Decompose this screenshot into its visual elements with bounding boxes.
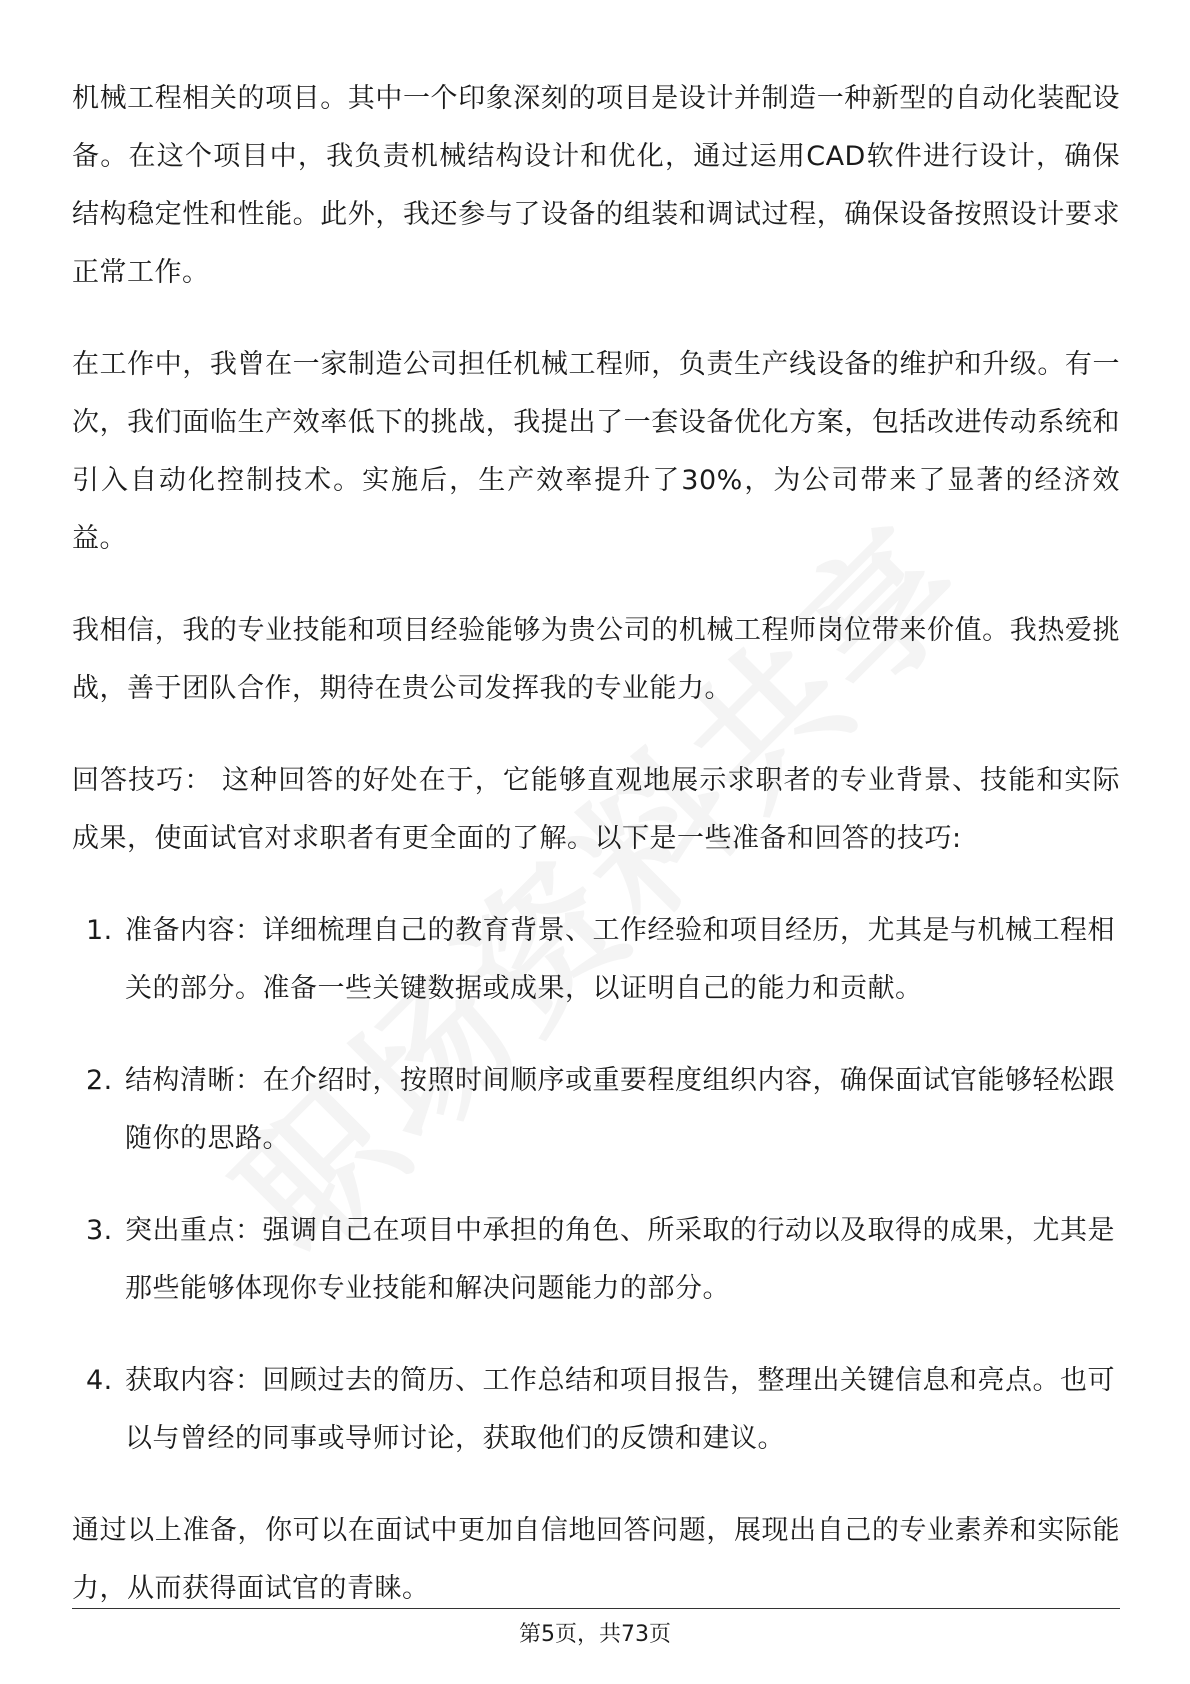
paragraph-closing-statement: 我相信，我的专业技能和项目经验能够为贵公司的机械工程师岗位带来价值。我热爱挑战，善于团队合作，期待在贵公司发挥我的专业能力。 xyxy=(72,615,1120,704)
list-item-text: 获取内容：回顾过去的简历、工作总结和项目报告，整理出关键信息和亮点。也可以与曾经的同事或导师讨论，获取他们的反馈和建议。 xyxy=(125,1365,1115,1454)
list-item-number: 4. xyxy=(86,1365,113,1396)
paragraph-conclusion: 通过以上准备，你可以在面试中更加自信地回答问题，展现出自己的专业素养和实际能力，从而获得面试官的青睐。 xyxy=(72,1515,1120,1604)
tips-list xyxy=(72,902,1120,1468)
list-item-text: 突出重点：强调自己在项目中承担的角色、所采取的行动以及取得的成果，尤其是那些能够体现你专业技能和解决问题能力的部分。 xyxy=(125,1215,1115,1304)
paragraph-project-experience: 机械工程相关的项目。其中一个印象深刻的项目是设计并制造一种新型的自动化装配设备。在这个项目中，我负责机械结构设计和优化，通过运用CAD软件进行设计，确保结构稳定性和性能。此外，我还参与了设备的组装和调试过程，确保设备按照设计要求正常工作。 xyxy=(72,83,1120,288)
list-item xyxy=(72,902,1120,1018)
list-item-number: 1. xyxy=(86,915,113,946)
list-item xyxy=(72,1202,1120,1318)
list-item-number: 2. xyxy=(86,1065,113,1096)
page-number: 第5页，共73页 xyxy=(519,1622,671,1647)
list-item xyxy=(72,1052,1120,1168)
paragraph-work-experience: 在工作中，我曾在一家制造公司担任机械工程师，负责生产线设备的维护和升级。有一次，我们面临生产效率低下的挑战，我提出了一套设备优化方案，包括改进传动系统和引入自动化控制技术。实施后，生产效率提升了30%，为公司带来了显著的经济效益。 xyxy=(72,349,1120,554)
list-item-text: 准备内容：详细梳理自己的教育背景、工作经验和项目经历，尤其是与机械工程相关的部分。准备一些关键数据或成果，以证明自己的能力和贡献。 xyxy=(125,915,1115,1004)
page-content xyxy=(72,70,1120,1652)
footer-divider xyxy=(72,1608,1120,1609)
list-item xyxy=(72,1352,1120,1468)
paragraph-answer-tips-intro: 回答技巧： 这种回答的好处在于，它能够直观地展示求职者的专业背景、技能和实际成果，使面试官对求职者有更全面的了解。以下是一些准备和回答的技巧: xyxy=(72,765,1120,854)
list-item-text: 结构清晰：在介绍时，按照时间顺序或重要程度组织内容，确保面试官能够轻松跟随你的思路。 xyxy=(125,1065,1115,1154)
list-item-number: 3. xyxy=(86,1215,113,1246)
